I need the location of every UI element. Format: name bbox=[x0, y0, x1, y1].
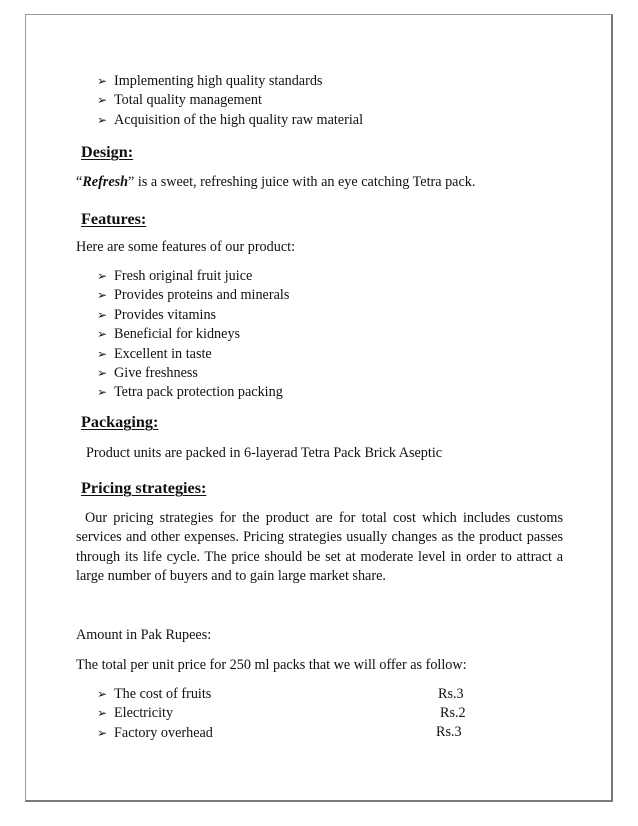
list-item: ➢ Implementing high quality standards bbox=[97, 72, 363, 91]
page-border bbox=[25, 14, 613, 802]
list-item: ➢ Excellent in taste bbox=[97, 345, 289, 364]
cost-value: Rs.3 bbox=[438, 686, 464, 702]
arrow-bullet-icon: ➢ bbox=[97, 93, 108, 108]
cost-value: Rs.2 bbox=[440, 705, 466, 721]
arrow-bullet-icon: ➢ bbox=[97, 327, 108, 342]
list-item: ➢ The cost of fruits bbox=[97, 685, 497, 704]
pricing-text: Our pricing strategies for the product are for total cost which includes customs services and other expenses. Pricing strategies usually changes as the product passes through its life cycle. The price should be set at moderate level in order to attract a large number of buyers and to gain large market share. bbox=[76, 510, 563, 585]
arrow-bullet-icon: ➢ bbox=[97, 288, 108, 303]
intro-list bbox=[97, 72, 363, 130]
arrow-bullet-icon: ➢ bbox=[97, 346, 108, 361]
list-item: ➢ Factory overhead bbox=[97, 724, 497, 743]
pricing-heading: Pricing strategies: bbox=[81, 479, 207, 497]
list-item: ➢ Tetra pack protection packing bbox=[97, 383, 289, 402]
arrow-bullet-icon: ➢ bbox=[97, 365, 108, 380]
list-item: ➢ Provides proteins and minerals bbox=[97, 286, 289, 305]
arrow-bullet-icon: ➢ bbox=[97, 74, 108, 88]
packaging-text: Product units are packed in 6-layerad Tetra Pack Brick Aseptic bbox=[86, 445, 443, 461]
packaging-heading: Packaging: bbox=[81, 413, 159, 431]
arrow-bullet-icon: ➢ bbox=[97, 269, 108, 283]
design-text: “Refresh” is a sweet, refreshing juice with an eye catching Tetra pack. bbox=[76, 174, 476, 190]
cost-value: Rs.3 bbox=[436, 724, 462, 740]
list-item: ➢ Beneficial for kidneys bbox=[97, 325, 289, 344]
arrow-bullet-icon: ➢ bbox=[97, 307, 108, 322]
list-item: ➢ Give freshness bbox=[97, 364, 289, 383]
design-heading: Design: bbox=[81, 143, 134, 161]
features-intro: Here are some features of our product: bbox=[76, 239, 296, 255]
amount-note: Amount in Pak Rupees: bbox=[76, 627, 212, 643]
list-item: ➢ Provides vitamins bbox=[97, 306, 289, 325]
list-item: ➢ Fresh original fruit juice bbox=[97, 267, 289, 286]
arrow-bullet-icon: ➢ bbox=[97, 385, 108, 400]
list-item: ➢ Acquisition of the high quality raw material bbox=[97, 111, 363, 130]
arrow-bullet-icon: ➢ bbox=[97, 725, 108, 740]
features-list bbox=[97, 267, 289, 403]
total-intro: The total per unit price for 250 ml packs that we will offer as follow: bbox=[76, 657, 467, 673]
features-heading: Features: bbox=[81, 210, 147, 228]
list-item: ➢ Total quality management bbox=[97, 91, 363, 110]
list-item: ➢ Electricity bbox=[97, 704, 497, 723]
arrow-bullet-icon: ➢ bbox=[97, 706, 108, 721]
arrow-bullet-icon: ➢ bbox=[97, 687, 108, 701]
product-name: Refresh bbox=[82, 174, 129, 190]
arrow-bullet-icon: ➢ bbox=[97, 112, 108, 127]
